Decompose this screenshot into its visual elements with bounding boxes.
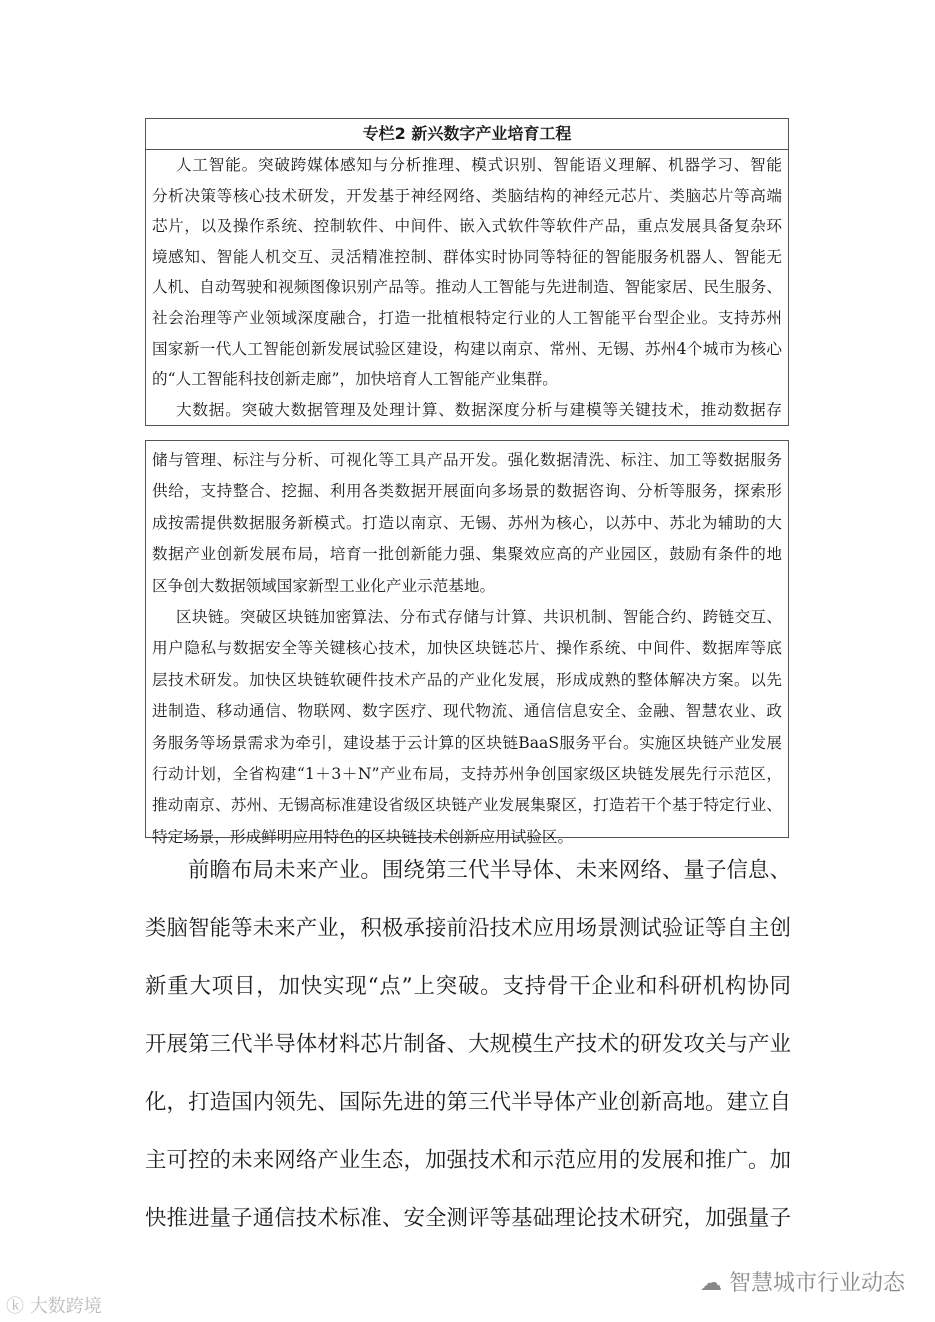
text-line: 储与管理、标注与分析、可视化等工具产品开发。强化数据清洗、标注、加工等数据服务 — [152, 451, 782, 469]
text-line: 大数据。突破大数据管理及处理计算、数据深度分析与建模等关键技术，推动数据存 — [176, 400, 782, 419]
text-line: 国家新一代人工智能创新发展试验区建设，构建以南京、常州、无锡、苏州4个城市为核心 — [152, 339, 782, 358]
text-line: 区块链。突破区块链加密算法、分布式存储与计算、共识机制、智能合约、跨链交互、 — [176, 607, 782, 626]
wechat-icon: ☁ — [699, 1271, 729, 1296]
text-line: 开展第三代半导体材料芯片制备、大规模生产技术的研发攻关与产业 — [145, 1032, 791, 1057]
body-paragraph — [145, 846, 791, 1252]
text-line: 人机、自动驾驶和视频图像识别产品等。推动人工智能与先进制造、智能家居、民生服务、 — [152, 278, 782, 297]
logo-icon: ⓚ — [6, 1296, 30, 1317]
text-line: 层技术研发。加快区块链软硬件技术产品的产业化发展，形成成熟的整体解决方案。以先 — [152, 670, 782, 689]
text-line: 新重大项目，加快实现“点”上突破。支持骨干企业和科研机构协同 — [145, 974, 791, 999]
text-line: 行动计划，全省构建“1＋3＋N”产业布局，支持苏州争创国家级区块链发展先行示范区， — [152, 764, 782, 783]
text-line: 分析决策等核心技术研发，开发基于神经网络、类脑结构的神经元芯片、类脑芯片等高端 — [152, 186, 782, 205]
text-line: 主可控的未来网络产业生态，加强技术和示范应用的发展和推广。加 — [145, 1148, 791, 1173]
text-line: 化，打造国内领先、国际先进的第三代半导体产业创新高地。建立自 — [145, 1090, 791, 1115]
text-line: 人工智能。突破跨媒体感知与分析推理、模式识别、智能语义理解、机器学习、智能 — [176, 156, 782, 174]
text-line: 前瞻布局未来产业。围绕第三代半导体、未来网络、量子信息、 — [188, 858, 791, 883]
column-box-2 — [145, 118, 789, 426]
text-line: 的“人工智能科技创新走廊”，加快培育人工智能产业集群。 — [152, 370, 558, 389]
column-title: 专栏2 新兴数字产业培育工程 — [146, 119, 788, 150]
text-line: 推动南京、苏州、无锡高标准建设省级区块链产业发展集聚区，打造若干个基于特定行业、 — [152, 796, 782, 815]
text-line: 类脑智能等未来产业，积极承接前沿技术应用场景测试验证等自主创 — [145, 916, 791, 941]
text-line: 社会治理等产业领域深度融合，打造一批植根特定行业的人工智能平台型企业。支持苏州 — [152, 308, 782, 327]
text-line: 区争创大数据领域国家新型工业化产业示范基地。 — [152, 576, 496, 595]
text-line: 用户隐私与数据安全等关键核心技术，加快区块链芯片、操作系统、中间件、数据库等底 — [152, 639, 782, 658]
text-line: 务服务等场景需求为牵引，建设基于云计算的区块链BaaS服务平台。实施区块链产业发展 — [152, 733, 782, 752]
text-line: 数据产业创新发展布局，培育一批创新能力强、集聚效应高的产业园区，鼓励有条件的地 — [152, 545, 782, 564]
text-line: 快推进量子通信技术标准、安全测评等基础理论技术研究，加强量子 — [145, 1206, 791, 1231]
wechat-watermark: ☁ 智慧城市行业动态 — [699, 1271, 905, 1296]
column-box-2-continued — [145, 440, 789, 846]
text-line: 供给，支持整合、挖掘、利用各类数据开展面向多场景的数据咨询、分析等服务，探索形 — [152, 482, 782, 501]
text-line: 成按需提供数据服务新模式。打造以南京、无锡、苏州为核心，以苏中、苏北为辅助的大 — [152, 513, 782, 532]
logo-watermark: ⓚ 大数跨境 — [6, 1296, 102, 1317]
text-line: 进制造、移动通信、物联网、数字医疗、现代物流、通信信息安全、金融、智慧农业、政 — [152, 702, 782, 721]
text-line: 特定场景，形成鲜明应用特色的区块链技术创新应用试验区。 — [152, 827, 574, 846]
text-line: 境感知、智能人机交互、灵活精准控制、群体实时协同等特征的智能服务机器人、智能无 — [152, 247, 782, 266]
text-line: 芯片，以及操作系统、控制软件、中间件、嵌入式软件等软件产品，重点发展具备复杂环 — [152, 217, 782, 236]
